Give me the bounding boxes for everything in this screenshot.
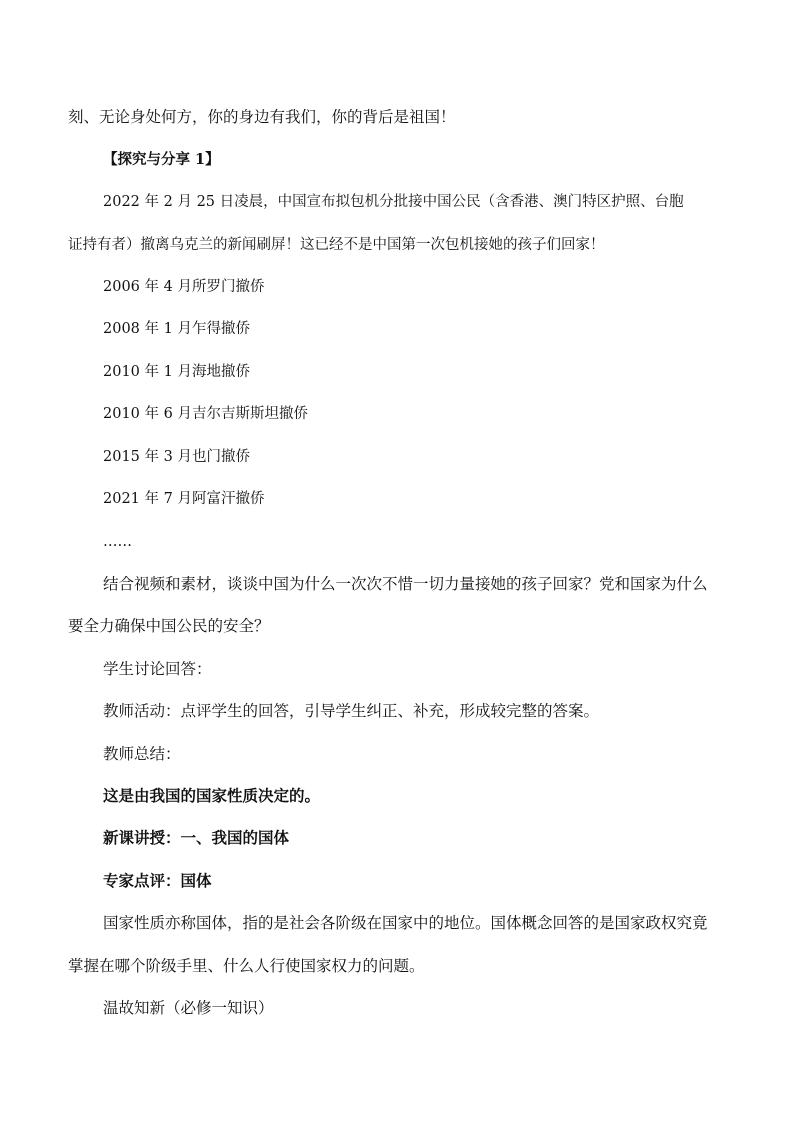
review-heading: 温故知新（必修一知识） (103, 999, 274, 1017)
evacuation-list-item: 2021 年 7 月阿富汗撤侨 (103, 491, 265, 507)
evacuation-list-item: 2010 年 1 月海地撤侨 (103, 364, 250, 380)
student-discussion-label: 学生讨论回答： (103, 660, 212, 678)
teacher-summary-label: 教师总结： (103, 745, 181, 763)
evacuation-list-item: 2010 年 6 月吉尔吉斯斯坦撤侨 (103, 406, 308, 422)
definition-line: 掌握在哪个阶级手里、什么人行使国家权力的问题。 (68, 957, 425, 975)
evacuation-list-item: 2008 年 1 月乍得撤侨 (103, 321, 250, 337)
question-line: 要全力确保中国公民的安全？ (68, 617, 270, 635)
paragraph-line: 2022 年 2 月 25 日凌晨，中国宣布拟包机分批接中国公民（含香港、澳门特区护照、台胞 (103, 194, 684, 210)
conclusion-line: 这是由我国的国家性质决定的。 (103, 787, 321, 805)
teacher-activity-line: 教师活动：点评学生的回答，引导学生纠正、补充，形成较完整的答案。 (103, 702, 600, 720)
paragraph-line: 证持有者）撤离乌克兰的新闻刷屏！这已经不是中国第一次包机接她的孩子们回家！ (68, 237, 605, 253)
new-lesson-heading: 新课讲授：一、我国的国体 (103, 829, 290, 847)
evacuation-list-item: 2006 年 4 月所罗门撤侨 (103, 279, 265, 295)
ellipsis: …… (103, 534, 132, 550)
expert-comment-heading: 专家点评：国体 (103, 872, 212, 890)
section-heading-explore-share: 【探究与分享 1】 (103, 151, 220, 168)
paragraph-line: 刻、无论身处何方，你的身边有我们，你的背后是祖国！ (68, 108, 456, 126)
question-line: 结合视频和素材，谈谈中国为什么一次次不惜一切力量接她的孩子回家？党和国家为什么 (103, 575, 708, 593)
evacuation-list-item: 2015 年 3 月也门撤侨 (103, 449, 250, 465)
definition-line: 国家性质亦称国体，指的是社会各阶级在国家中的地位。国体概念回答的是国家政权究竟 (103, 914, 708, 932)
